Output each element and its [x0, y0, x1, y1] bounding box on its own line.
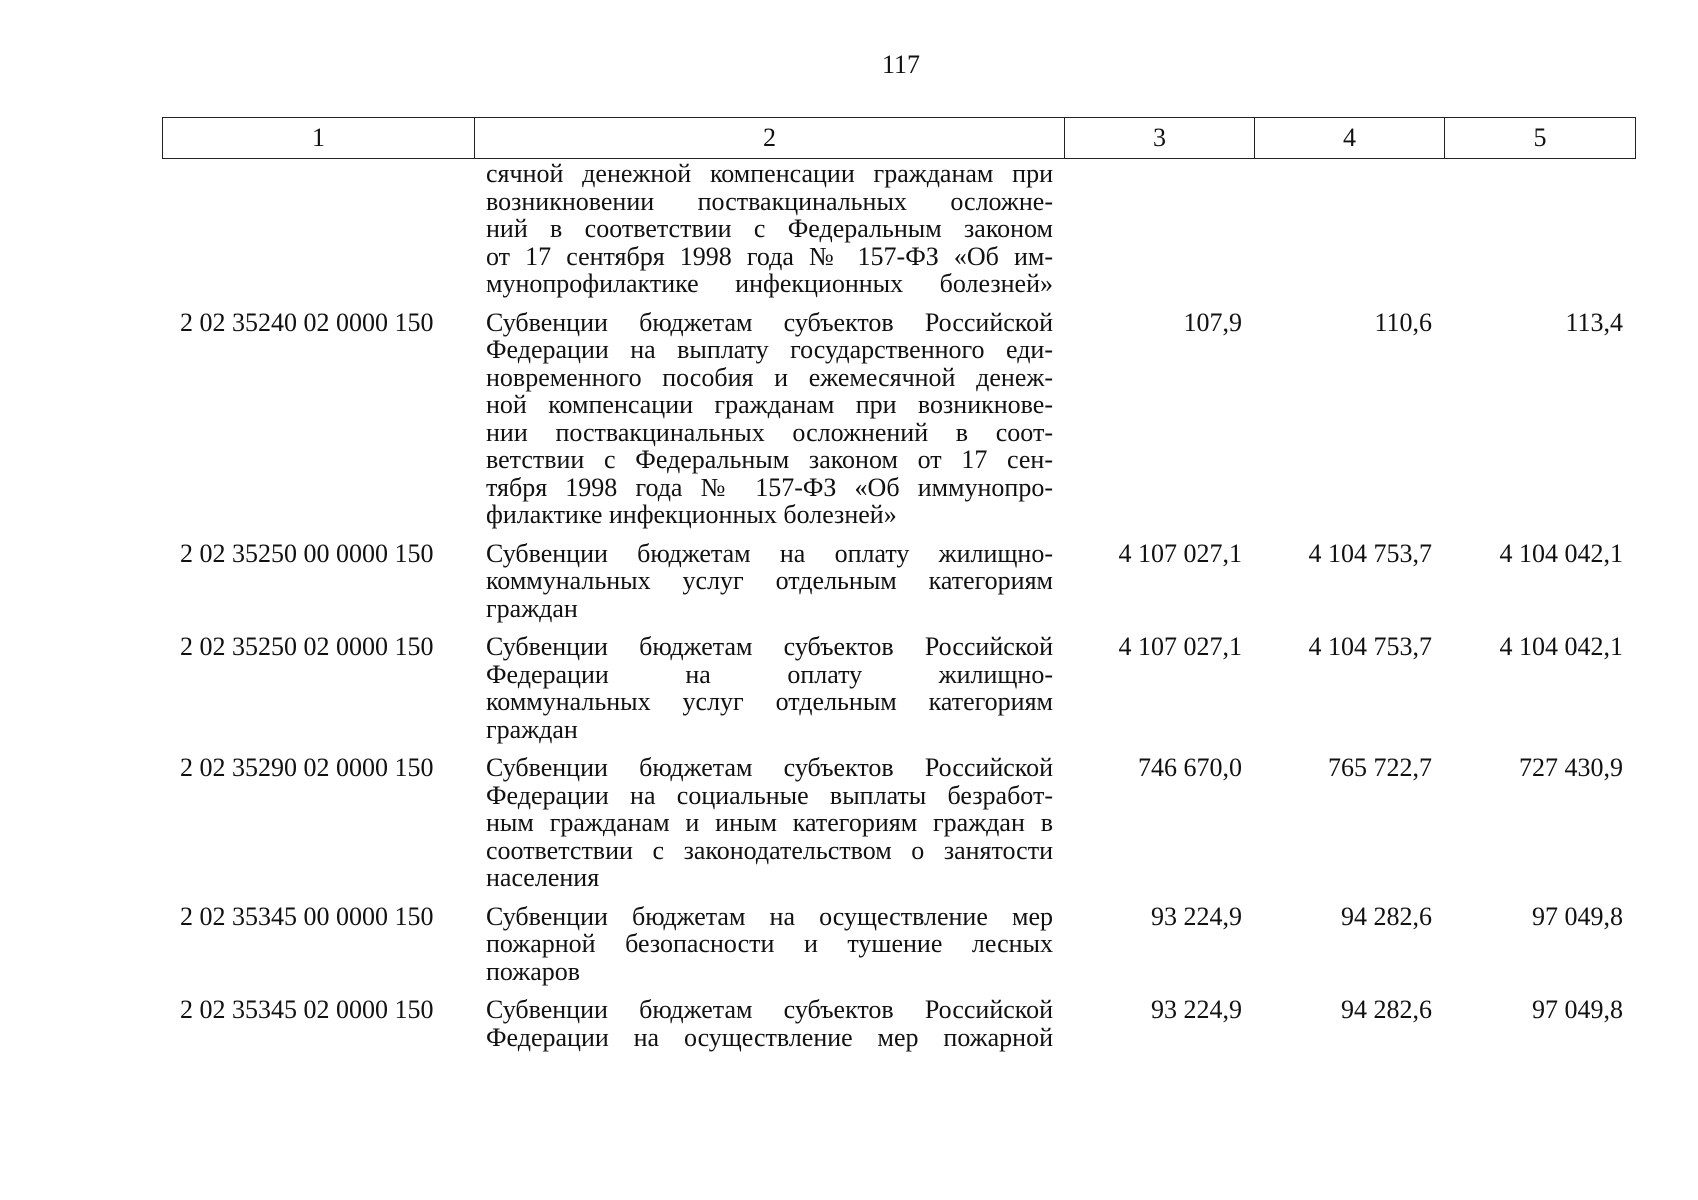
row-description [474, 633, 1064, 743]
table-row [162, 540, 1636, 623]
row-code: 2 02 35250 02 0000 150 [180, 632, 434, 661]
description-line: ний в соответствии с Федеральным законом [486, 214, 1053, 243]
row-description [474, 996, 1064, 1051]
table-header [162, 117, 1636, 159]
description-line: от 17 сентября 1998 года № 157-ФЗ «Об им- [486, 241, 1053, 271]
row-code: 2 02 35250 00 0000 150 [180, 538, 434, 568]
description-line: ной компенсации гражданам при возникнове- [486, 390, 1053, 419]
row-description [474, 903, 1064, 986]
description-line: граждан [486, 714, 578, 744]
row-value-col-3: 4 107 027,1 [1118, 632, 1242, 661]
row-value-col-4: 4 104 753,7 [1308, 538, 1432, 568]
table-row [162, 996, 1636, 1051]
description-line: Субвенции бюджетам субъектов Российской [486, 307, 1053, 337]
row-value-col-3: 93 224,9 [1151, 901, 1242, 931]
description-line: Федерации на выплату государственного еди- [486, 335, 1053, 364]
row-value-col-5: 97 049,8 [1532, 901, 1623, 931]
description-line: новременного пособия и ежемесячной денеж- [486, 362, 1053, 392]
description-line: пожарной безопасности и тушение лесных [486, 929, 1053, 958]
row-code: 2 02 35345 00 0000 150 [180, 901, 434, 931]
description-line: коммунальных услуг отдельным категориям [486, 687, 1053, 716]
description-line: граждан [486, 593, 578, 623]
row-code: 2 02 35240 02 0000 150 [180, 307, 434, 337]
row-value-col-5: 113,4 [1565, 307, 1623, 337]
description-line: тября 1998 года № 157-ФЗ «Об иммунопро- [486, 472, 1053, 502]
page-number: 117 [881, 50, 921, 79]
header-col-2: 2 [475, 118, 1065, 159]
row-value-col-5: 4 104 042,1 [1499, 632, 1623, 661]
description-line: Субвенции бюджетам субъектов Российской [486, 995, 1053, 1024]
description-line: Федерации на осуществление мер пожарной [486, 1022, 1053, 1052]
description-line: коммунальных услуг отдельным категориям [486, 566, 1053, 595]
table-body [162, 160, 1636, 1062]
table-row [162, 160, 1636, 298]
row-value-col-3: 107,9 [1183, 307, 1242, 337]
row-value-col-4: 4 104 753,7 [1308, 632, 1432, 661]
description-line: Субвенции бюджетам на осуществление мер [486, 901, 1053, 931]
description-line: населения [486, 863, 600, 892]
description-line: нии поствакцинальных осложнений в соот- [486, 417, 1053, 447]
description-line: соответствии с законодательством о занятости [486, 835, 1053, 865]
description-line: Субвенции бюджетам субъектов Российской [486, 753, 1053, 782]
row-value-col-5: 727 430,9 [1519, 753, 1623, 782]
row-description [474, 540, 1064, 623]
row-value-col-4: 94 282,6 [1341, 901, 1432, 931]
row-value-col-5: 4 104 042,1 [1499, 538, 1623, 568]
description-line: ветствии с Федеральным законом от 17 сен- [486, 445, 1053, 474]
description-line: Субвенции бюджетам субъектов Российской [486, 632, 1053, 661]
row-description [474, 754, 1064, 892]
row-description [474, 309, 1064, 529]
description-line: возникновении поствакцинальных осложне- [486, 186, 1053, 216]
description-line: филактике инфекционных болезней» [486, 500, 897, 529]
header-col-1: 1 [163, 118, 475, 159]
header-col-3: 3 [1065, 118, 1255, 159]
row-value-col-3: 4 107 027,1 [1118, 538, 1242, 568]
header-col-5: 5 [1445, 118, 1636, 159]
description-line: Субвенции бюджетам на оплату жилищно- [486, 538, 1053, 568]
row-description [474, 160, 1064, 298]
table-row [162, 903, 1636, 986]
table-row [162, 633, 1636, 743]
description-line: Федерации на оплату жилищно- [486, 659, 1053, 689]
row-value-col-3: 746 670,0 [1138, 753, 1242, 782]
row-code: 2 02 35290 02 0000 150 [180, 753, 434, 782]
table-row [162, 309, 1636, 529]
row-value-col-4: 94 282,6 [1341, 995, 1432, 1024]
row-value-col-4: 110,6 [1374, 307, 1432, 337]
row-code: 2 02 35345 02 0000 150 [180, 995, 434, 1024]
row-value-col-5: 97 049,8 [1532, 995, 1623, 1024]
description-line: мунопрофилактике инфекционных болезней» [486, 269, 1053, 298]
row-value-col-4: 765 722,7 [1328, 753, 1432, 782]
header-col-4: 4 [1255, 118, 1445, 159]
description-line: сячной денежной компенсации гражданам при [486, 159, 1053, 188]
description-line: Федерации на социальные выплаты безработ- [486, 780, 1053, 810]
row-value-col-3: 93 224,9 [1151, 995, 1242, 1024]
description-line: пожаров [486, 956, 581, 986]
table-row [162, 754, 1636, 892]
description-line: ным гражданам и иным категориям граждан в [486, 808, 1053, 837]
